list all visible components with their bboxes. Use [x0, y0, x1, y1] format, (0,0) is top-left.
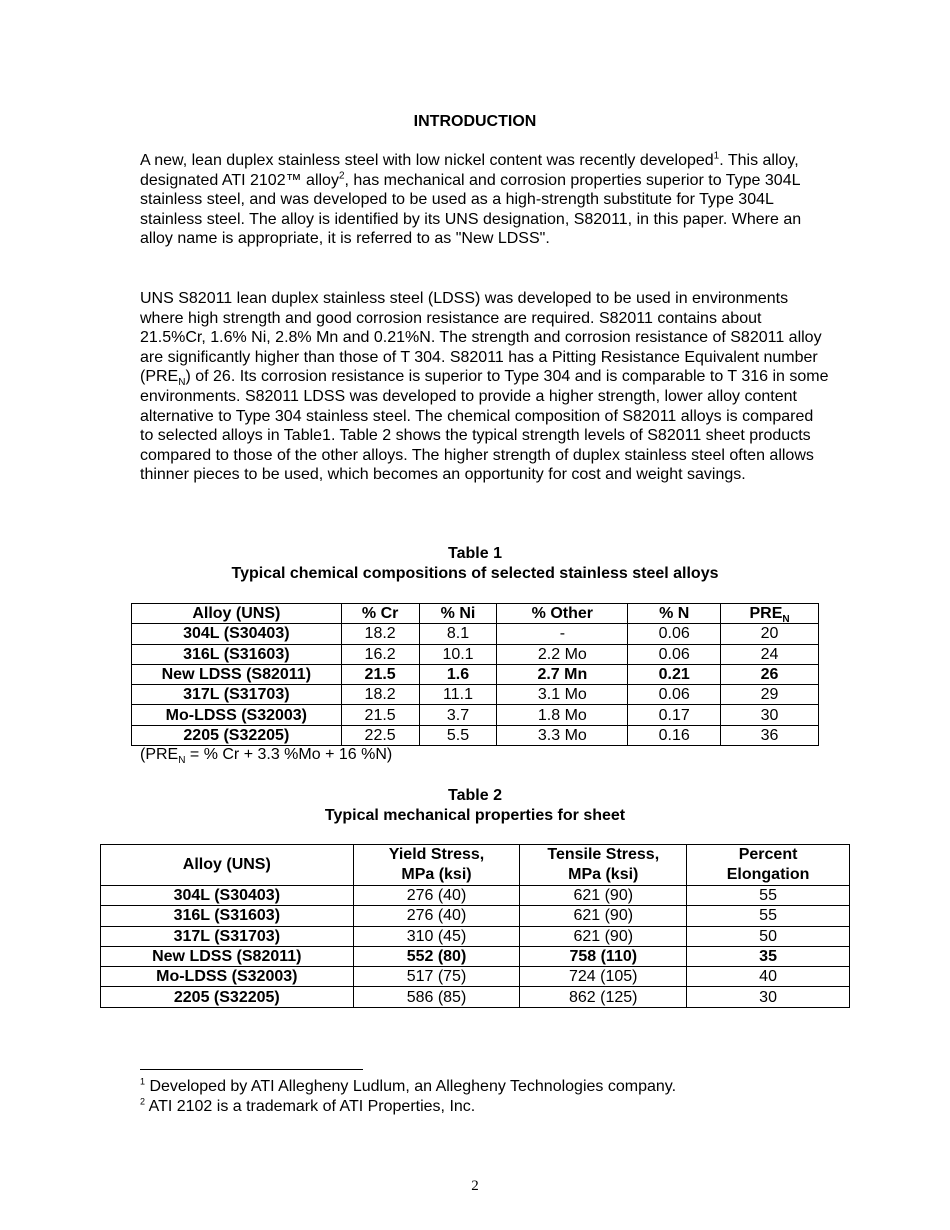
- table2-header-elongation: [687, 845, 850, 886]
- table-cell: 1.6: [419, 664, 497, 684]
- header-line: MPa (ksi): [568, 866, 639, 883]
- table-cell: 18.2: [341, 685, 419, 705]
- table-cell: New LDSS (S82011): [132, 664, 342, 684]
- table-cell: 55: [687, 886, 850, 906]
- table-cell: 552 (80): [353, 946, 520, 966]
- table-cell: 276 (40): [353, 886, 520, 906]
- table1-header-cr: % Cr: [341, 604, 419, 624]
- table-cell: 621 (90): [520, 886, 687, 906]
- table-cell: 317L (S31703): [132, 685, 342, 705]
- footnote-text: Developed by ATI Allegheny Ludlum, an Allegheny Technologies company.: [145, 1078, 677, 1095]
- table-cell: 2.2 Mo: [497, 644, 628, 664]
- table2-header-yield: [353, 845, 520, 886]
- table-row-highlight: [101, 946, 850, 966]
- header-line: Tensile Stress,: [547, 846, 660, 863]
- table-cell: 8.1: [419, 624, 497, 644]
- para1-text-b: . This alloy, designated ATI 2102™ alloy: [140, 152, 799, 189]
- table-cell: 586 (85): [353, 987, 520, 1007]
- table-cell: 3.7: [419, 705, 497, 725]
- table-cell: 22.5: [341, 725, 419, 745]
- table-cell: New LDSS (S82011): [101, 946, 354, 966]
- table1-title: Typical chemical compositions of selected stainless steel alloys: [231, 565, 719, 582]
- table-cell: 0.17: [628, 705, 721, 725]
- pren-subscript: N: [782, 614, 790, 626]
- table-row: [101, 906, 850, 926]
- table-cell: 5.5: [419, 725, 497, 745]
- table2-header-alloy: [101, 845, 354, 886]
- para1-text-a: A new, lean duplex stainless steel with low nickel content was recently developed: [140, 152, 714, 169]
- table-cell: 276 (40): [353, 906, 520, 926]
- table-cell: 1.8 Mo: [497, 705, 628, 725]
- table1-label: Table 1: [448, 545, 502, 562]
- table2-header-tensile: [520, 845, 687, 886]
- mechanical-properties-table: [100, 844, 850, 1008]
- para1-text-c: , has mechanical and corrosion properties superior to Type 304L stainless steel, and was developed to be used as a high-strength substitute for Type 304L stainless steel. The alloy is identified by its UNS designation, S82011, in this paper. Where an alloy name is appropriate, it is referred to as "New LDSS".: [140, 171, 802, 248]
- pren-formula-note: [140, 746, 393, 767]
- table-cell: 621 (90): [520, 926, 687, 946]
- para2-text-b: ) of 26. Its corrosion resistance is superior to Type 304 and is comparable to T 316 in some environments. S82011 LDSS was developed to provide a higher strength, lower alloy content alternative to Type 304 stainless steel. The chemical composition of S82011 alloys is compared to selected alloys in Table1. Table 2 shows the typical strength levels of S82011 sheet products compared to those of the other alloys. The higher strength of duplex stainless steel often allows thinner pieces to be used, which becomes an opportunity for cost and weight savings.: [140, 368, 829, 484]
- table-cell: 10.1: [419, 644, 497, 664]
- note-text-a: (PRE: [140, 746, 179, 763]
- footnote-2: [140, 1098, 475, 1116]
- footnote-text: ATI 2102 is a trademark of ATI Properties, Inc.: [145, 1098, 476, 1115]
- table-cell: 0.06: [628, 685, 721, 705]
- intro-paragraph-1: [140, 151, 830, 249]
- table-cell: 36: [721, 725, 819, 745]
- table-cell: 30: [721, 705, 819, 725]
- table-cell: 0.06: [628, 644, 721, 664]
- table-row: [101, 926, 850, 946]
- footnote-1: [140, 1078, 676, 1096]
- table-row: [132, 685, 819, 705]
- table1-caption: [0, 544, 950, 584]
- table-cell: 21.5: [341, 705, 419, 725]
- table-cell: 55: [687, 906, 850, 926]
- table-cell: 862 (125): [520, 987, 687, 1007]
- table-cell: 0.06: [628, 624, 721, 644]
- table1-header-ni: % Ni: [419, 604, 497, 624]
- table-cell: 30: [687, 987, 850, 1007]
- table1-header-n: % N: [628, 604, 721, 624]
- footnote-number: 2: [140, 1096, 146, 1107]
- footnote-ref-1[interactable]: 1: [713, 150, 720, 162]
- pren-label: PRE: [749, 605, 783, 623]
- table-cell: 316L (S31603): [101, 906, 354, 926]
- table-cell: 26: [721, 664, 819, 684]
- header-line: Yield Stress,: [388, 846, 485, 863]
- table1-header-other: % Other: [497, 604, 628, 624]
- table-cell: 3.1 Mo: [497, 685, 628, 705]
- header-line: Percent: [738, 846, 798, 863]
- table-cell: 304L (S30403): [132, 624, 342, 644]
- table-cell: Mo-LDSS (S32003): [101, 967, 354, 987]
- table-row: [101, 967, 850, 987]
- table-cell: 16.2: [341, 644, 419, 664]
- table-cell: 2205 (S32205): [101, 987, 354, 1007]
- table-cell: 11.1: [419, 685, 497, 705]
- footnote-divider: [140, 1069, 363, 1070]
- intro-paragraph-2: [140, 289, 830, 485]
- table-row: [132, 705, 819, 725]
- para2-text-a: UNS S82011 lean duplex stainless steel (LDSS) was developed to be used in environments where high strength and good corrosion resistance are required. S82011 contains about 21.5%Cr, 1.6% Ni, 2.8% Mn and 0.21%N. The strength and corrosion resistance of S82011 alloy are significantly higher than those of T 304. S82011 has a Pitting Resistance Equivalent number (PRE: [140, 290, 822, 386]
- table2-label: Table 2: [448, 787, 502, 804]
- table-row: [101, 987, 850, 1007]
- table1-header-pren: [721, 604, 819, 624]
- table-cell: 2205 (S32205): [132, 725, 342, 745]
- header-line: MPa (ksi): [401, 866, 472, 883]
- table-cell: 517 (75): [353, 967, 520, 987]
- note-text-b: = % Cr + 3.3 %Mo + 16 %N): [185, 746, 393, 763]
- table-cell: 621 (90): [520, 906, 687, 926]
- footnote-number: 1: [140, 1076, 146, 1087]
- table-cell: -: [497, 624, 628, 644]
- table-row: [101, 886, 850, 906]
- table-cell: 50: [687, 926, 850, 946]
- table-cell: 310 (45): [353, 926, 520, 946]
- table-cell: 35: [687, 946, 850, 966]
- table-cell: 24: [721, 644, 819, 664]
- header-line: Elongation: [726, 866, 810, 883]
- table-cell: 304L (S30403): [101, 886, 354, 906]
- table-cell: 29: [721, 685, 819, 705]
- table-cell: 0.16: [628, 725, 721, 745]
- table1-header-alloy: Alloy (UNS): [132, 604, 342, 624]
- table-cell: 758 (110): [520, 946, 687, 966]
- table-cell: 2.7 Mn: [497, 664, 628, 684]
- section-heading: INTRODUCTION: [413, 113, 537, 130]
- table-cell: 724 (105): [520, 967, 687, 987]
- table1-header-row: [132, 604, 819, 624]
- table-cell: Mo-LDSS (S32003): [132, 705, 342, 725]
- table-cell: 317L (S31703): [101, 926, 354, 946]
- table2-caption: [0, 786, 950, 826]
- table-row-highlight: [132, 664, 819, 684]
- table-cell: 20: [721, 624, 819, 644]
- table-row: [132, 725, 819, 745]
- table2-header-row: [101, 845, 850, 886]
- para2-subscript: N: [178, 377, 186, 389]
- note-subscript: N: [178, 755, 186, 767]
- footnote-ref-2[interactable]: 2: [338, 170, 345, 182]
- table-cell: 40: [687, 967, 850, 987]
- table-row: [132, 644, 819, 664]
- page-number: 2: [471, 1178, 479, 1194]
- table-cell: 21.5: [341, 664, 419, 684]
- table-row: [132, 624, 819, 644]
- table2-title: Typical mechanical properties for sheet: [324, 807, 626, 824]
- header-line: Alloy (UNS): [182, 856, 271, 873]
- chemical-composition-table: [131, 603, 819, 746]
- table-cell: 0.21: [628, 664, 721, 684]
- table-cell: 316L (S31603): [132, 644, 342, 664]
- table-cell: 18.2: [341, 624, 419, 644]
- table-cell: 3.3 Mo: [497, 725, 628, 745]
